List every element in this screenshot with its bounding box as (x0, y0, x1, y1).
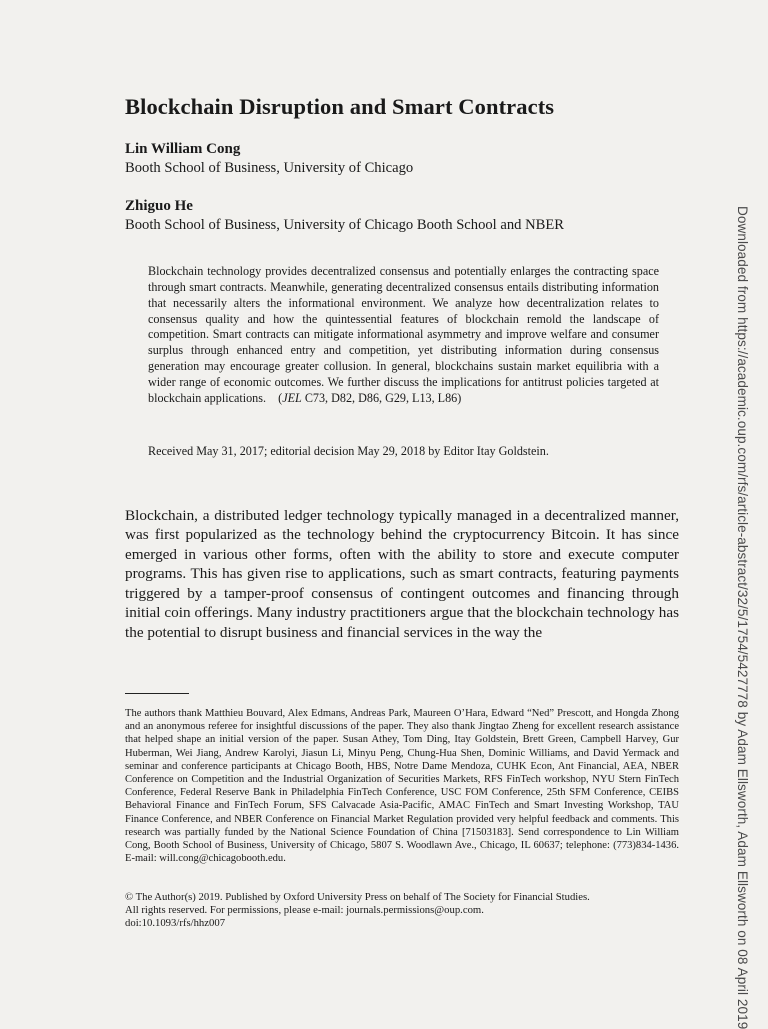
author-affiliation-2: Booth School of Business, University of Chicago Booth School and NBER (125, 217, 565, 233)
abstract (148, 264, 659, 407)
download-watermark-text: Downloaded from https://academic.oup.com/rfs/article-abstract/32/5/1754/5427778 by Adam Ellsworth, Adam Ellsworth on 08 April 2019 (735, 206, 750, 1029)
doi-line: doi:10.1093/rfs/hhz007 (125, 917, 226, 930)
permissions-line: All rights reserved. For permissions, please e-mail: journals.permissions@oup.com. (125, 904, 484, 917)
jel-codes: (JEL C73, D82, D86, G29, L13, L86) (269, 390, 462, 405)
received-note: Received May 31, 2017; editorial decision May 29, 2018 by Editor Itay Goldstein. (148, 444, 549, 458)
copyright-line: © The Author(s) 2019. Published by Oxford University Press on behalf of The Society for Financial Studies. (125, 891, 590, 903)
jel-code-list: C73, D82, D86, G29, L13, L86 (304, 390, 458, 405)
footnote-divider (125, 693, 189, 694)
acknowledgements-footnote: The authors thank Matthieu Bouvard, Alex Edmans, Andreas Park, Maureen O’Hara, Edward “Ned” Prescott, and Hongda Zhong and an anonymous referee for insightful discussions of the paper. They also thank Jingtao Zheng for excellent research assistance that helped shape an initial version of the paper. Susan Athey, Tom Ding, Itay Goldstein, Brett Green, Campbell Harvey, Gur Huberman, Wei Jiang, Andrew Karolyi, Jiasun Li, Minyu Peng, Chung-Hua Shen, Dominic Williams, and David Yermack and seminar and conference participants at Chicago Booth, HBS, Notre Dame Mendoza, CUHK Econ, Ant Financial, AEA, NBER Conference on Competition and the Industrial Organization of Securities Markets, RFS FinTech workshop, NYU Stern FinTech Conference, Federal Reserve Bank in Philadelphia FinTech Conference, USC FOM Conference, 25th SFM Conference, CEIBS Behavioral Finance and FinTech Forum, SFS Calvacade Asia-Pacific, AMAC FinTech and Smart Investing Workshop, TAU Finance Conference, and NBER Conference on Financial Market Regulation provided very helpful feedback and comments. This research was partially funded by the National Science Foundation of China [71503183]. Send correspondence to Lin William Cong, Booth School of Business, University of Chicago, 5807 S. Woodlawn Ave., Chicago, IL 60637; telephone: (773)834-1436. E-mail: will.cong@chicagobooth.edu. (125, 708, 679, 865)
body-paragraph: Blockchain, a distributed ledger technology typically managed in a decentralized manner, was first popularized as the technology behind the cryptocurrency Bitcoin. It has since emerged in various other forms, often with the ability to store and execute computer programs. This has given rise to applications, such as smart contracts, featuring payments triggered by a tamper-proof consensus of contingent outcomes and financing through initial coin offerings. Many industry practitioners argue that the blockchain technology has the potential to disrupt business and financial services in the way the (125, 507, 679, 641)
download-watermark (726, 206, 752, 1029)
author-name-1: Lin William Cong (125, 141, 241, 157)
paper-title: Blockchain Disruption and Smart Contracts (125, 94, 555, 119)
copyright-block (125, 891, 685, 931)
author-name-2: Zhiguo He (125, 198, 193, 214)
jel-label: JEL (282, 390, 302, 405)
author-affiliation-1: Booth School of Business, University of Chicago (125, 160, 414, 176)
abstract-text: Blockchain technology provides decentralized consensus and potentially enlarges the contracting space through smart contracts. Meanwhile, generating decentralized consensus entails distributing information that necessarily alters the informational environment. We analyze how decentralization relates to consensus quality and how the quintessential features of blockchain remold the landscape of competition. Smart contracts can mitigate informational asymmetry and improve welfare and consumer surplus through enhanced entry and competition, yet distributing information during consensus generation may encourage greater collusion. In general, blockchains sustain market equilibria with a wider range of economic outcomes. We further discuss the implications for antitrust policies targeted at blockchain applications. (148, 264, 659, 405)
